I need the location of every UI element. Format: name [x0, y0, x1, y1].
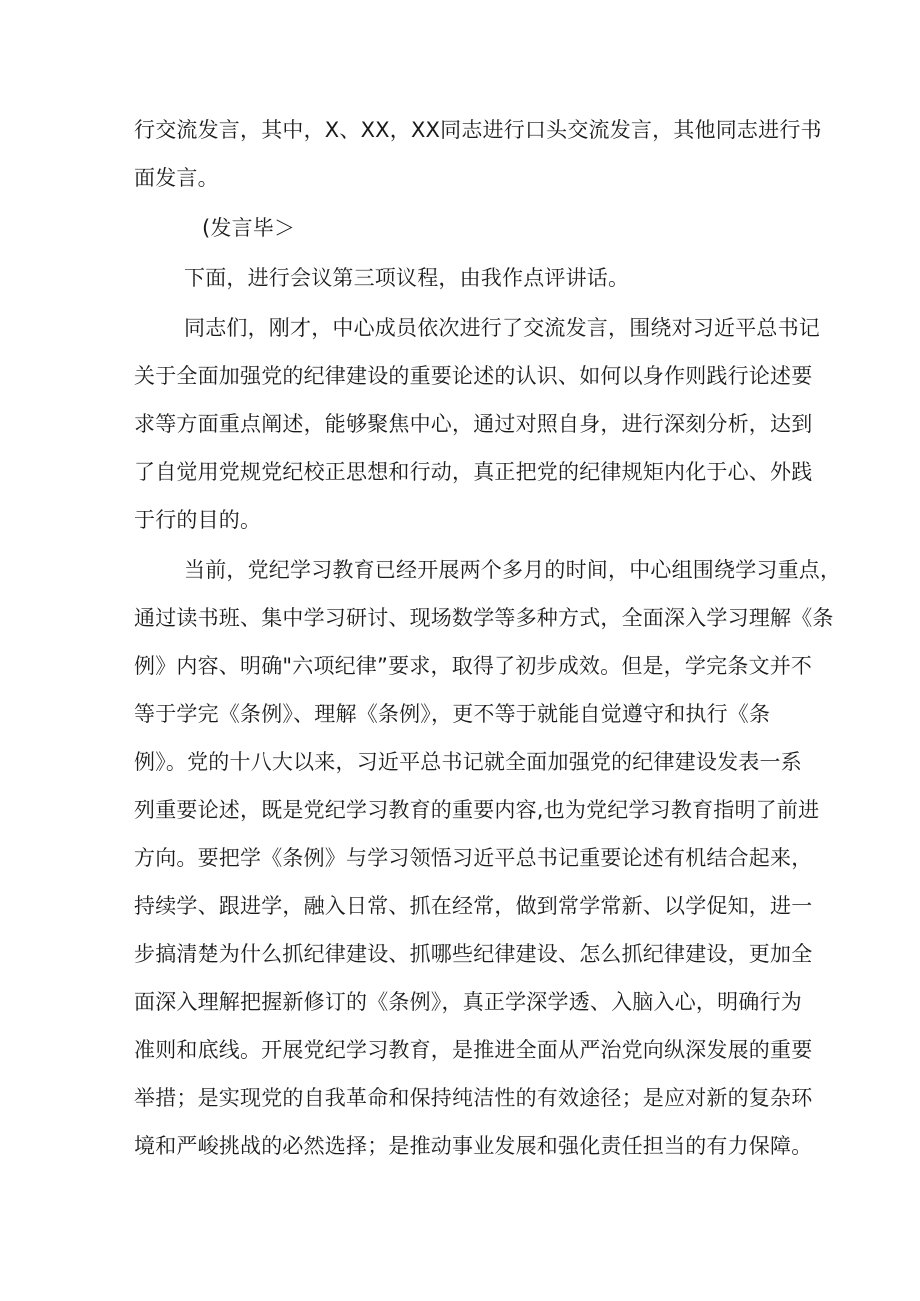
text-line: 面发言。	[134, 166, 219, 190]
text-line: 通过读书班、集中学习研讨、现场数学等多种方式，全面深入学习理解《条	[134, 606, 834, 630]
text-line: 了自觉用党规党纪校正思想和行动，真正把党的纪律规矩内化于心、外践	[134, 460, 813, 484]
text-line: 同志们，刚才，中心成员依次进行了交流发言，围绕对习近平总书记	[184, 316, 820, 340]
text-line: 行交流发言，其中，X、XX，XX同志进行口头交流发言，其他同志进行书	[134, 118, 822, 142]
text-line: 关于全面加强党的纪律建设的重要论述的认识、如何以身作则践行论述要	[134, 364, 813, 388]
text-line: 求等方面重点阐述，能够聚焦中心，通过对照自身，进行深刻分析，达到	[134, 412, 813, 436]
text-line: 面深入理解把握新修订的《条例》，真正学深学透、入脑入心，明确行为	[134, 990, 802, 1014]
text-line: 例》。党的十八大以来，习近平总书记就全面加强党的纪律建设发表一系	[134, 750, 802, 774]
text-line: (发言毕＞	[202, 216, 296, 240]
text-line: 于行的目的。	[134, 508, 262, 532]
text-line: 方向。要把学《条例》与学习领悟习近平总书记重要论述有机结合起来，	[134, 846, 813, 870]
text-line: 当前，党纪学习教育已经开展两个多月的时间，中心组围绕学习重点，	[184, 558, 842, 582]
text-line: 境和严峻挑战的必然选择；是推动事业发展和强化责任担当的有力保障。	[134, 1134, 813, 1158]
text-line: 下面，进行会议第三项议程，由我作点评讲话。	[184, 266, 630, 290]
text-line: 例》内容、明确"六项纪律”要求，取得了初步成效。但是，学完条文并不	[134, 654, 813, 678]
text-line: 列重要论述，既是党纪学习教育的重要内容,也为党纪学习教育指明了前进	[134, 798, 820, 822]
text-line: 等于学完《条例》、理解《条例》，更不等于就能自觉遵守和执行《条	[134, 702, 771, 726]
text-line: 步搞清楚为什么抓纪律建设、抓哪些纪律建设、怎么抓纪律建设，更加全	[134, 942, 813, 966]
text-line: 举措；是实现党的自我革命和保持纯洁性的有效途径；是应对新的复杂环	[134, 1086, 813, 1110]
text-line: 准则和底线。开展党纪学习教育，是推进全面从严治党向纵深发展的重要	[134, 1038, 813, 1062]
text-line: 持续学、跟进学，融入日常、抓在经常，做到常学常新、以学促知，进一	[134, 894, 813, 918]
